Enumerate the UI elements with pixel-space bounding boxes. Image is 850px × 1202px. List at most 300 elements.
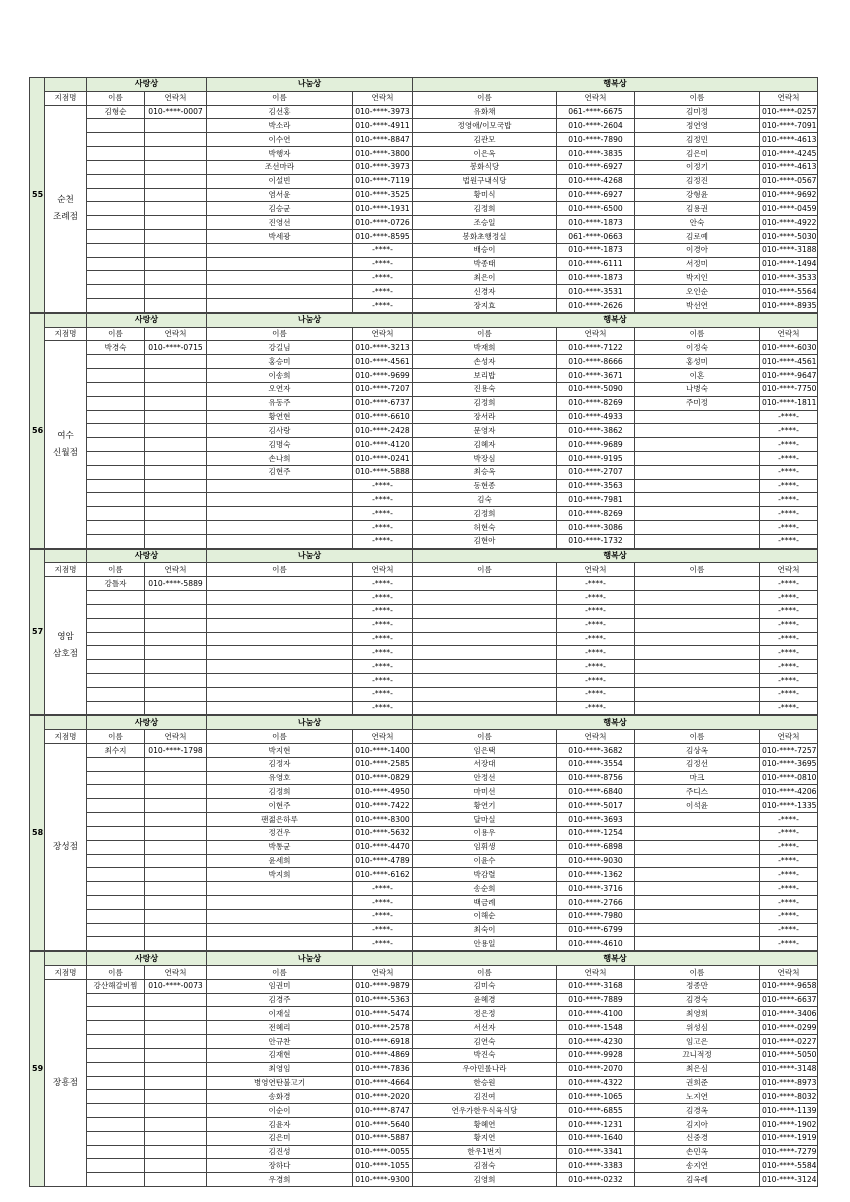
haengbok-name: 황혜연 xyxy=(413,1117,557,1131)
nanum-contact: 010-****-5632 xyxy=(353,826,413,840)
haengbok-name: 김진여 xyxy=(413,1090,557,1104)
table-row xyxy=(30,673,818,687)
haengbok-name: 이해순 xyxy=(413,909,557,923)
nanum-name xyxy=(207,591,353,605)
haengbok-contact: 010-****-1640 xyxy=(557,1131,635,1145)
haengbok-contact: 010-****-2604 xyxy=(557,119,635,133)
haengbok-contact: 010-****-9195 xyxy=(557,451,635,465)
nanum-contact: 010-****-1931 xyxy=(353,202,413,216)
haengbok-contact-2: 010-****-4245 xyxy=(760,147,818,161)
nanum-name xyxy=(207,243,353,257)
haengbok-name-2 xyxy=(635,673,760,687)
nanum-name xyxy=(207,937,353,951)
nanum-name: 장하다 xyxy=(207,1159,353,1173)
nanum-name: 김은미 xyxy=(207,1131,353,1145)
haengbok-name-2: 임고은 xyxy=(635,1035,760,1049)
haengbok-contact: 010-****-4230 xyxy=(557,1035,635,1049)
sarang-contact xyxy=(145,618,207,632)
haengbok-name-2 xyxy=(635,591,760,605)
sarang-contact xyxy=(145,493,207,507)
header-name: 이름 xyxy=(87,327,145,341)
nanum-name: 김사랑 xyxy=(207,424,353,438)
header-contact: 연락처 xyxy=(353,91,413,105)
haengbok-contact-2: 010-****-3188 xyxy=(760,243,818,257)
haengbok-name-2 xyxy=(635,577,760,591)
header-name: 이름 xyxy=(207,327,353,341)
sarang-name xyxy=(87,757,145,771)
sarang-contact xyxy=(145,229,207,243)
haengbok-name: 정영애/이모국밥 xyxy=(413,119,557,133)
haengbok-name: 유화채 xyxy=(413,105,557,119)
haengbok-contact: 010-****-7981 xyxy=(557,493,635,507)
sarang-name xyxy=(87,160,145,174)
nanum-contact: 010-****-4869 xyxy=(353,1048,413,1062)
header-name: 이름 xyxy=(413,730,557,744)
nanum-name: 김진성 xyxy=(207,1145,353,1159)
haengbok-name: 최숙이 xyxy=(413,923,557,937)
header-nanumsang: 나눔상 xyxy=(207,549,413,563)
nanum-contact: 010-****-8747 xyxy=(353,1104,413,1118)
nanum-contact: 010-****-4664 xyxy=(353,1076,413,1090)
nanum-name: 팬젊은하루 xyxy=(207,813,353,827)
haengbok-contact: 010-****-3168 xyxy=(557,979,635,993)
haengbok-contact-2: 010-****-8973 xyxy=(760,1076,818,1090)
sarang-contact xyxy=(145,355,207,369)
haengbok-name: 서선자 xyxy=(413,1021,557,1035)
nanum-name: 김선홍 xyxy=(207,105,353,119)
haengbok-contact-2: -****- xyxy=(760,521,818,535)
sarang-contact xyxy=(145,1173,207,1187)
haengbok-contact-2: -****- xyxy=(760,507,818,521)
sarang-name xyxy=(87,257,145,271)
branch-number: 58 xyxy=(30,716,45,951)
haengbok-name: 김정희 xyxy=(413,507,557,521)
table-row xyxy=(30,1104,818,1118)
table-row xyxy=(30,993,818,1007)
sarang-contact xyxy=(145,410,207,424)
haengbok-name-2: 신중경 xyxy=(635,1131,760,1145)
nanum-name: 전혜리 xyxy=(207,1021,353,1035)
nanum-contact: 010-****-2020 xyxy=(353,1090,413,1104)
haengbok-name: 임은택 xyxy=(413,744,557,758)
sarang-contact xyxy=(145,133,207,147)
haengbok-contact: 010-****-3716 xyxy=(557,882,635,896)
nanum-name xyxy=(207,660,353,674)
haengbok-name-2: 이정기 xyxy=(635,160,760,174)
haengbok-name: 김현아 xyxy=(413,534,557,548)
table-row xyxy=(30,646,818,660)
header-name: 이름 xyxy=(207,730,353,744)
nanum-contact: 010-****-7422 xyxy=(353,799,413,813)
sarang-name xyxy=(87,147,145,161)
haengbok-contact: 010-****-1873 xyxy=(557,243,635,257)
haengbok-contact-2: 010-****-3406 xyxy=(760,1007,818,1021)
branch-block xyxy=(29,715,818,951)
haengbok-contact-2: -****- xyxy=(760,895,818,909)
table-row xyxy=(30,369,818,383)
haengbok-contact: 010-****-6855 xyxy=(557,1104,635,1118)
haengbok-name: 김정희 xyxy=(413,202,557,216)
table-row xyxy=(30,937,818,951)
nanum-name: 강길님 xyxy=(207,341,353,355)
haengbok-name: 달마실 xyxy=(413,813,557,827)
header-sarangsang: 사랑상 xyxy=(87,549,207,563)
table-row xyxy=(30,577,818,591)
haengbok-contact-2: 010-****-0257 xyxy=(760,105,818,119)
haengbok-contact-2: -****- xyxy=(760,660,818,674)
nanum-contact: 010-****-9879 xyxy=(353,979,413,993)
nanum-name: 최영임 xyxy=(207,1062,353,1076)
haengbok-contact: 010-****-2070 xyxy=(557,1062,635,1076)
table-row xyxy=(30,271,818,285)
sarang-name xyxy=(87,1159,145,1173)
haengbok-contact-2: -****- xyxy=(760,493,818,507)
sarang-contact xyxy=(145,813,207,827)
header-sarangsang: 사랑상 xyxy=(87,78,207,92)
sarang-name xyxy=(87,424,145,438)
sarang-contact xyxy=(145,632,207,646)
haengbok-name: 신경자 xyxy=(413,285,557,299)
sarang-contact xyxy=(145,243,207,257)
branch-name: 장성점 xyxy=(45,744,87,951)
haengbok-name-2: 김로예 xyxy=(635,229,760,243)
branch-number: 56 xyxy=(30,313,45,548)
header-contact: 연락처 xyxy=(557,966,635,980)
nanum-name: 정건우 xyxy=(207,826,353,840)
haengbok-name-2: 마크 xyxy=(635,771,760,785)
sarang-name xyxy=(87,1007,145,1021)
haengbok-contact-2: 010-****-9658 xyxy=(760,979,818,993)
header-contact: 연락처 xyxy=(760,327,818,341)
haengbok-contact: 010-****-2626 xyxy=(557,299,635,313)
table-row xyxy=(30,521,818,535)
table-row xyxy=(30,438,818,452)
haengbok-name-2 xyxy=(635,438,760,452)
haengbok-name-2: 김상옥 xyxy=(635,744,760,758)
haengbok-contact: 010-****-4933 xyxy=(557,410,635,424)
contact-sheet xyxy=(29,77,817,1187)
sarang-name xyxy=(87,923,145,937)
header-contact: 연락처 xyxy=(557,730,635,744)
haengbok-name-2 xyxy=(635,882,760,896)
sarang-name: 강틀자 xyxy=(87,577,145,591)
nanum-contact: 010-****-0241 xyxy=(353,451,413,465)
haengbok-name-2: 나병숙 xyxy=(635,382,760,396)
nanum-contact: 010-****-3525 xyxy=(353,188,413,202)
sarang-name xyxy=(87,687,145,701)
haengbok-contact: 010-****-5017 xyxy=(557,799,635,813)
haengbok-contact: 010-****-1732 xyxy=(557,534,635,548)
nanum-name xyxy=(207,271,353,285)
haengbok-contact-2: 010-****-3695 xyxy=(760,757,818,771)
nanum-contact: 010-****-5363 xyxy=(353,993,413,1007)
haengbok-name: 백금례 xyxy=(413,895,557,909)
sarang-name xyxy=(87,521,145,535)
haengbok-contact: -****- xyxy=(557,577,635,591)
haengbok-contact: -****- xyxy=(557,701,635,715)
haengbok-name xyxy=(413,604,557,618)
haengbok-name: 봉화식당 xyxy=(413,160,557,174)
haengbok-contact: 010-****-3086 xyxy=(557,521,635,535)
nanum-contact: 010-****-4950 xyxy=(353,785,413,799)
haengbok-name-2: 이경아 xyxy=(635,243,760,257)
haengbok-name: 김영희 xyxy=(413,1173,557,1187)
haengbok-contact: -****- xyxy=(557,604,635,618)
sarang-name xyxy=(87,438,145,452)
header-name: 이름 xyxy=(413,91,557,105)
haengbok-name xyxy=(413,577,557,591)
haengbok-name: 서장대 xyxy=(413,757,557,771)
haengbok-contact: 010-****-6799 xyxy=(557,923,635,937)
table-row xyxy=(30,424,818,438)
haengbok-contact-2: 010-****-4922 xyxy=(760,216,818,230)
haengbok-name-2 xyxy=(635,451,760,465)
table-row xyxy=(30,1007,818,1021)
haengbok-contact-2: 010-****-7091 xyxy=(760,119,818,133)
haengbok-contact-2: -****- xyxy=(760,923,818,937)
branch-block xyxy=(29,313,818,549)
haengbok-contact-2: -****- xyxy=(760,826,818,840)
sarang-contact xyxy=(145,993,207,1007)
sarang-name xyxy=(87,216,145,230)
sarang-name xyxy=(87,591,145,605)
sarang-contact xyxy=(145,868,207,882)
sarang-contact xyxy=(145,1117,207,1131)
haengbok-name-2: 김정진 xyxy=(635,174,760,188)
nanum-name: 진영선 xyxy=(207,216,353,230)
table-row xyxy=(30,105,818,119)
haengbok-name: 배승이 xyxy=(413,243,557,257)
haengbok-name: 이용우 xyxy=(413,826,557,840)
table-row xyxy=(30,229,818,243)
haengbok-contact: 010-****-1873 xyxy=(557,216,635,230)
haengbok-name-2: 안숙 xyxy=(635,216,760,230)
table-row xyxy=(30,493,818,507)
haengbok-contact-2: 010-****-1335 xyxy=(760,799,818,813)
haengbok-name-2 xyxy=(635,424,760,438)
table-row xyxy=(30,826,818,840)
sarang-contact xyxy=(145,271,207,285)
branch-name: 영암 삼호점 xyxy=(45,577,87,715)
header-contact: 연락처 xyxy=(353,730,413,744)
nanum-contact: -****- xyxy=(353,299,413,313)
nanum-contact: 010-****-2428 xyxy=(353,424,413,438)
haengbok-contact-2: 010-****-5050 xyxy=(760,1048,818,1062)
nanum-name xyxy=(207,909,353,923)
sarang-contact xyxy=(145,119,207,133)
sarang-contact xyxy=(145,534,207,548)
haengbok-name: 황연기 xyxy=(413,799,557,813)
branch-block xyxy=(29,77,818,313)
haengbok-name: 송순희 xyxy=(413,882,557,896)
nanum-name xyxy=(207,285,353,299)
header-branch-name: 지점명 xyxy=(45,966,87,980)
nanum-name xyxy=(207,493,353,507)
haengbok-contact: 010-****-8269 xyxy=(557,396,635,410)
haengbok-contact: 010-****-8756 xyxy=(557,771,635,785)
sarang-name xyxy=(87,1090,145,1104)
haengbok-contact: 010-****-3835 xyxy=(557,147,635,161)
nanum-contact: 010-****-0726 xyxy=(353,216,413,230)
table-row xyxy=(30,479,818,493)
nanum-contact: 010-****-5474 xyxy=(353,1007,413,1021)
nanum-contact: 010-****-3800 xyxy=(353,147,413,161)
sarang-name xyxy=(87,396,145,410)
sarang-contact xyxy=(145,840,207,854)
nanum-contact: -****- xyxy=(353,591,413,605)
haengbok-contact-2: -****- xyxy=(760,882,818,896)
sarang-name xyxy=(87,895,145,909)
sarang-contact xyxy=(145,216,207,230)
haengbok-contact-2: -****- xyxy=(760,868,818,882)
haengbok-name: 박진숙 xyxy=(413,1048,557,1062)
nanum-contact: 010-****-5640 xyxy=(353,1117,413,1131)
haengbok-name: 최은이 xyxy=(413,271,557,285)
nanum-name: 조선마라 xyxy=(207,160,353,174)
haengbok-name-2 xyxy=(635,937,760,951)
haengbok-name: 박종태 xyxy=(413,257,557,271)
sarang-contact xyxy=(145,521,207,535)
haengbok-contact-2: -****- xyxy=(760,673,818,687)
haengbok-name: 허현숙 xyxy=(413,521,557,535)
sarang-contact xyxy=(145,604,207,618)
sarang-contact xyxy=(145,174,207,188)
nanum-name: 병영연탄불고기 xyxy=(207,1076,353,1090)
haengbok-contact: 010-****-3531 xyxy=(557,285,635,299)
haengbok-name-2 xyxy=(635,646,760,660)
header-contact: 연락처 xyxy=(760,91,818,105)
haengbok-name: 김정희 xyxy=(413,396,557,410)
haengbok-contact-2: 010-****-5584 xyxy=(760,1159,818,1173)
haengbok-name-2: 최영희 xyxy=(635,1007,760,1021)
sarang-name xyxy=(87,799,145,813)
sarang-name xyxy=(87,285,145,299)
sarang-name xyxy=(87,1131,145,1145)
sarang-name xyxy=(87,826,145,840)
haengbok-name: 황미식 xyxy=(413,188,557,202)
sarang-contact: 010-****-1798 xyxy=(145,744,207,758)
sarang-name xyxy=(87,632,145,646)
haengbok-contact-2: 010-****-0227 xyxy=(760,1035,818,1049)
nanum-contact: -****- xyxy=(353,923,413,937)
header-blank xyxy=(45,952,87,966)
header-sarangsang: 사랑상 xyxy=(87,313,207,327)
table-row xyxy=(30,1173,818,1187)
table-row xyxy=(30,285,818,299)
haengbok-contact-2: 010-****-4206 xyxy=(760,785,818,799)
haengbok-contact: 010-****-3693 xyxy=(557,813,635,827)
sarang-contact xyxy=(145,465,207,479)
sarang-name: 김형순 xyxy=(87,105,145,119)
haengbok-name-2: 정종만 xyxy=(635,979,760,993)
sarang-contact xyxy=(145,1062,207,1076)
haengbok-contact-2: 010-****-0299 xyxy=(760,1021,818,1035)
sarang-name xyxy=(87,882,145,896)
header-haengboksang: 행복상 xyxy=(413,549,818,563)
nanum-contact: 010-****-4561 xyxy=(353,355,413,369)
haengbok-name: 보리밥 xyxy=(413,369,557,383)
sarang-name xyxy=(87,534,145,548)
haengbok-name-2: 김옥례 xyxy=(635,1173,760,1187)
nanum-name xyxy=(207,577,353,591)
sarang-contact xyxy=(145,202,207,216)
header-name: 이름 xyxy=(207,563,353,577)
table-row xyxy=(30,119,818,133)
header-name: 이름 xyxy=(207,91,353,105)
haengbok-name-2: 김경숙 xyxy=(635,993,760,1007)
haengbok-contact-2: 010-****-4561 xyxy=(760,355,818,369)
haengbok-name-2: 홍성미 xyxy=(635,355,760,369)
sarang-name xyxy=(87,813,145,827)
sarang-contact xyxy=(145,687,207,701)
sarang-contact xyxy=(145,882,207,896)
header-contact: 연락처 xyxy=(760,730,818,744)
table-row xyxy=(30,216,818,230)
haengbok-name-2: 박지인 xyxy=(635,271,760,285)
nanum-name xyxy=(207,646,353,660)
sarang-contact: 010-****-5889 xyxy=(145,577,207,591)
sarang-contact xyxy=(145,396,207,410)
sarang-contact xyxy=(145,285,207,299)
nanum-contact: -****- xyxy=(353,618,413,632)
table-row xyxy=(30,687,818,701)
sarang-contact xyxy=(145,424,207,438)
sarang-name xyxy=(87,133,145,147)
haengbok-name: 김혜자 xyxy=(413,438,557,452)
sarang-name xyxy=(87,1062,145,1076)
table-row xyxy=(30,604,818,618)
haengbok-name-2 xyxy=(635,410,760,424)
haengbok-name: 문영자 xyxy=(413,424,557,438)
haengbok-name: 한승원 xyxy=(413,1076,557,1090)
sarang-name xyxy=(87,119,145,133)
sarang-name xyxy=(87,243,145,257)
haengbok-contact: 010-****-9030 xyxy=(557,854,635,868)
haengbok-name-2 xyxy=(635,604,760,618)
table-row xyxy=(30,451,818,465)
haengbok-contact: -****- xyxy=(557,591,635,605)
haengbok-name: 윤혜경 xyxy=(413,993,557,1007)
nanum-name xyxy=(207,632,353,646)
haengbok-name-2: 주디스 xyxy=(635,785,760,799)
sarang-contact xyxy=(145,438,207,452)
sarang-contact xyxy=(145,854,207,868)
haengbok-name: 진용숙 xyxy=(413,382,557,396)
header-nanumsang: 나눔상 xyxy=(207,78,413,92)
haengbok-name-2 xyxy=(635,465,760,479)
haengbok-name-2: 주미정 xyxy=(635,396,760,410)
nanum-contact: -****- xyxy=(353,895,413,909)
nanum-name: 김명숙 xyxy=(207,438,353,452)
sarang-contact xyxy=(145,701,207,715)
haengbok-contact: 010-****-7890 xyxy=(557,133,635,147)
nanum-contact: -****- xyxy=(353,632,413,646)
haengbok-name-2 xyxy=(635,507,760,521)
sarang-name xyxy=(87,465,145,479)
table-row xyxy=(30,1062,818,1076)
sarang-contact xyxy=(145,757,207,771)
nanum-name: 김경주 xyxy=(207,993,353,1007)
haengbok-contact: 010-****-0232 xyxy=(557,1173,635,1187)
nanum-name xyxy=(207,479,353,493)
haengbok-contact-2: -****- xyxy=(760,410,818,424)
branch-number: 57 xyxy=(30,549,45,715)
nanum-contact: -****- xyxy=(353,521,413,535)
haengbok-contact: 010-****-1231 xyxy=(557,1117,635,1131)
sarang-contact xyxy=(145,451,207,465)
nanum-contact: -****- xyxy=(353,882,413,896)
header-branch-name: 지점명 xyxy=(45,563,87,577)
